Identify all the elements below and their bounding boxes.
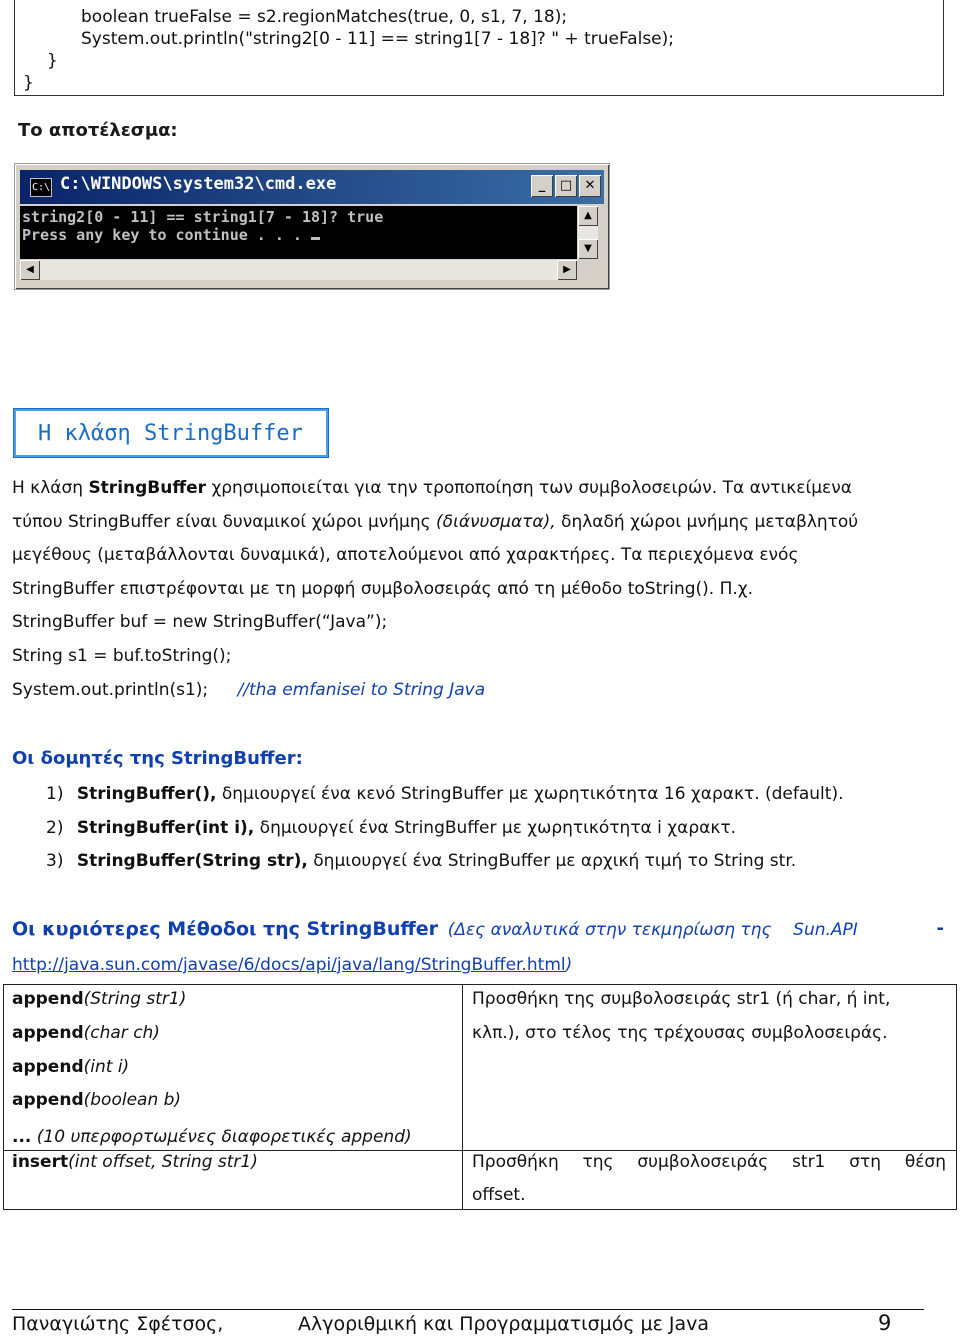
method-name: [12, 1090, 181, 1110]
close-button[interactable]: ✕: [579, 175, 601, 197]
description: δημιουργεί ένα StringBuffer με αρχική τιμή το String str.: [307, 851, 797, 871]
doc-link-line: [12, 955, 572, 975]
method-args: (int i): [83, 1057, 130, 1077]
scroll-up-icon[interactable]: ▲: [578, 206, 598, 226]
code-example: String s1 = buf.toString();: [12, 646, 232, 666]
text: δηλαδή χώροι μνήμης μεταβλητού: [555, 512, 859, 532]
word: συμβολοσειράς: [637, 1152, 769, 1172]
footer-author: Παναγιώτης Σφέτσος,: [12, 1313, 224, 1335]
paragraph-line: [12, 512, 858, 532]
method-args: (String str1): [83, 989, 187, 1009]
method-name: [12, 1152, 258, 1172]
code-example: StringBuffer buf = new StringBuffer(“Java”);: [12, 612, 388, 632]
list-number: 1): [46, 784, 64, 804]
method-keyword: append: [12, 1023, 84, 1043]
methods-heading: Οι κυριότερες Μέθοδοι της StringBuffer: [12, 918, 438, 940]
result-label: Το αποτέλεσμα:: [18, 120, 178, 141]
console-line: [22, 226, 320, 244]
list-item: [46, 818, 736, 838]
method-args: (int offset, String str1): [68, 1152, 258, 1172]
cmd-window: [14, 163, 610, 290]
cursor: [311, 237, 320, 240]
signature: StringBuffer(),: [76, 784, 217, 804]
method-keyword: ...: [12, 1127, 32, 1147]
console-output: [20, 206, 577, 259]
code-example: [12, 680, 485, 700]
table-divider: [4, 1150, 956, 1151]
method-keyword: append: [12, 1090, 84, 1110]
code-comment: //tha emfanisei to String Java: [237, 680, 486, 700]
code-line: }: [47, 51, 58, 71]
text: τύπου StringBuffer είναι δυναμικοί χώροι μνήμης: [12, 512, 437, 532]
table-divider: [462, 985, 463, 1209]
text: χρησιμοποιείται για την τροποποίηση των συμβολοσειρών. Τα αντικείμενα: [206, 478, 852, 498]
scroll-right-icon[interactable]: ▶: [557, 260, 577, 280]
page-number: 9: [878, 1311, 892, 1335]
minimize-button[interactable]: _: [531, 175, 553, 197]
description: δημιουργεί ένα StringBuffer με χωρητικότητα i χαρακτ.: [254, 818, 736, 838]
doc-link[interactable]: http://java.sun.com/javase/6/docs/api/java/lang/StringBuffer.html: [12, 955, 566, 975]
list-number: 3): [46, 851, 64, 871]
method-name: [12, 1057, 129, 1077]
word: της: [582, 1152, 614, 1172]
signature: StringBuffer(int i),: [76, 818, 255, 838]
signature: StringBuffer(String str),: [76, 851, 308, 871]
word: στη: [849, 1152, 881, 1172]
method-name: [12, 1023, 160, 1043]
method-keyword: append: [12, 1057, 84, 1077]
method-description: κλπ.), στο τέλος της τρέχουσας συμβολοσειράς.: [472, 1023, 888, 1043]
methods-dash: -: [936, 918, 944, 939]
method-description: offset.: [472, 1185, 526, 1205]
section-title: Η κλάση StringBuffer: [38, 421, 303, 446]
scroll-down-icon[interactable]: ▼: [578, 239, 598, 259]
section-heading-box: [13, 408, 329, 458]
word: str1: [792, 1152, 826, 1172]
code-text: System.out.println(s1);: [12, 680, 209, 700]
method-keyword: insert: [12, 1152, 69, 1172]
method-description: [472, 1152, 946, 1172]
paragraph-line: [12, 478, 946, 498]
methods-heading-line: [12, 918, 946, 940]
method-name: [12, 1127, 412, 1147]
scroll-left-icon[interactable]: ◀: [20, 260, 40, 280]
paragraph-line: μεγέθους (μεταβάλλονται δυναμικά), αποτελούμενοι από χαρακτήρες. Τα περιεχόμενα ενός: [12, 545, 799, 565]
methods-note: Sun.API: [793, 920, 858, 940]
keyword: StringBuffer: [88, 478, 207, 498]
text-italic: (διάνυσματα),: [436, 512, 556, 532]
method-args: (boolean b): [83, 1090, 182, 1110]
method-name: [12, 989, 186, 1009]
cmd-title: C:\WINDOWS\system32\cmd.exe: [60, 174, 337, 194]
text: Η κλάση: [12, 478, 89, 498]
code-line: System.out.println("string2[0 - 11] == string1[7 - 18]? " + trueFalse);: [81, 29, 674, 49]
footer-rule: [12, 1309, 924, 1310]
cmd-title-bar[interactable]: [20, 170, 604, 204]
cmd-icon: C:\: [30, 178, 52, 197]
maximize-button[interactable]: □: [555, 175, 577, 197]
description: δημιουργεί ένα κενό StringBuffer με χωρητικότητα 16 χαρακτ. (default).: [216, 784, 844, 804]
horizontal-scrollbar[interactable]: [20, 260, 577, 280]
code-line: }: [23, 73, 34, 93]
method-keyword: append: [12, 989, 84, 1009]
word: Προσθήκη: [472, 1152, 559, 1172]
list-item: [46, 784, 844, 804]
code-line: boolean trueFalse = s2.regionMatches(true, 0, s1, 7, 18);: [81, 7, 568, 27]
text-run: [12, 478, 852, 498]
link-paren: ): [565, 955, 573, 975]
list-number: 2): [46, 818, 64, 838]
footer-book-title: Αλγοριθμική και Προγραμματισμός με Java: [298, 1313, 710, 1335]
vertical-scrollbar[interactable]: [578, 206, 598, 259]
word: θέση: [904, 1152, 946, 1172]
methods-table: [3, 984, 957, 1210]
method-args: (10 υπερφορτωμένες διαφορετικές append): [31, 1127, 412, 1147]
console-line: string2[0 - 11] == string1[7 - 18]? true: [22, 208, 384, 226]
methods-note: (Δες αναλυτικά στην τεκμηρίωση της: [447, 920, 772, 940]
method-args: (char ch): [83, 1023, 160, 1043]
code-box: [14, 0, 944, 96]
list-item: [46, 851, 796, 871]
paragraph-line: StringBuffer επιστρέφονται με τη μορφή συμβολοσειράς από τη μέθοδο toString(). Π.χ.: [12, 579, 754, 599]
constructors-heading: Οι δομητές της StringBuffer:: [12, 748, 303, 769]
console-text: Press any key to continue . . .: [22, 226, 311, 244]
method-description: Προσθήκη της συμβολοσειράς str1 (ή char, ή int,: [472, 989, 891, 1009]
